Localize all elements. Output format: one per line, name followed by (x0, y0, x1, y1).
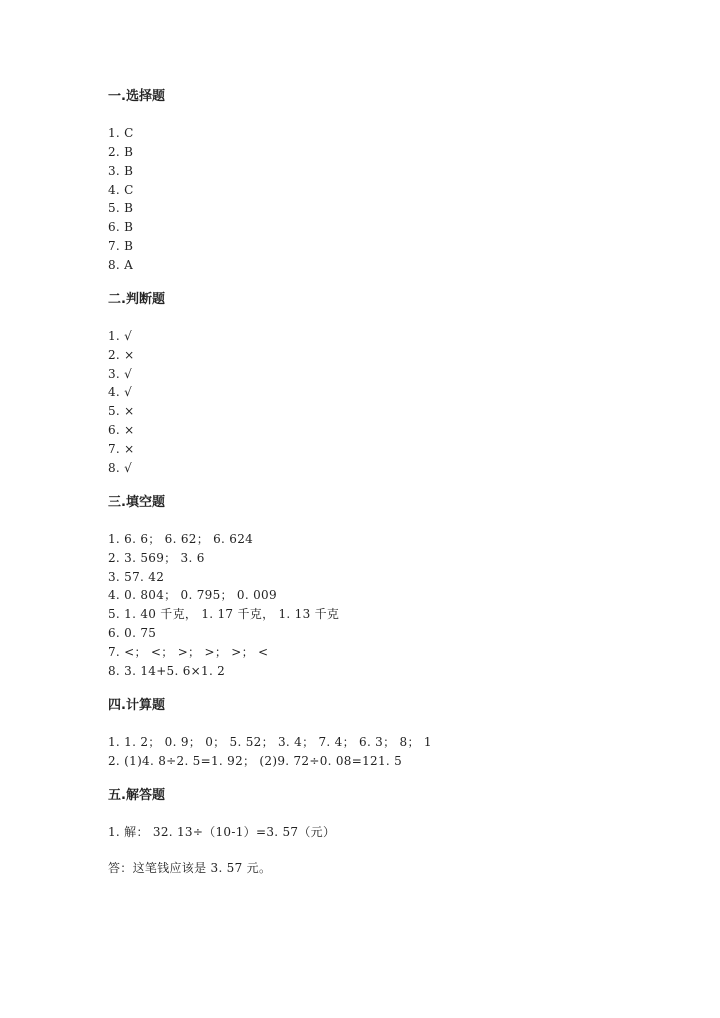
answer-line: 2. (1)4. 8÷2. 5=1. 92； (2)9. 72÷0. 08=121. 5 (108, 754, 403, 768)
answer-line: 5. B (108, 201, 134, 215)
answer-line: 7. <； <； >； >； >； < (108, 645, 269, 659)
answer-line: 3. B (108, 164, 134, 178)
answer-line: 5. 1. 40 千克， 1. 17 千克， 1. 13 千克 (108, 607, 340, 621)
answer-line: 6. B (108, 220, 134, 234)
answer-line: 7. × (108, 442, 135, 456)
answer-line: 4. C (108, 183, 134, 197)
section-title-choice: 一.选择题 (108, 89, 165, 104)
answer-line: 1. 解： 32. 13÷（10-1）=3. 57（元） (108, 825, 336, 839)
answer-line: 6. × (108, 423, 135, 437)
answer-line: 3. 57. 42 (108, 570, 165, 584)
answer-line: 8. 3. 14+5. 6×1. 2 (108, 664, 226, 678)
answer-line: 8. √ (108, 461, 133, 475)
answer-line: 3. √ (108, 367, 133, 381)
answer-line: 1. √ (108, 329, 133, 343)
answer-line: 2. × (108, 348, 135, 362)
answer-line: 2. B (108, 145, 134, 159)
answer-line: 1. 6. 6； 6. 62； 6. 624 (108, 532, 254, 546)
answer-line: 1. 1. 2； 0. 9； 0； 5. 52； 3. 4； 7. 4； 6. 3； 8； 1 (108, 735, 432, 749)
section-title-calc: 四.计算题 (108, 698, 165, 713)
answer-line: 2. 3. 569； 3. 6 (108, 551, 205, 565)
answer-line: 1. C (108, 126, 134, 140)
answer-line: 7. B (108, 239, 134, 253)
section-title-solve: 五.解答题 (108, 788, 165, 803)
answer-line: 答：这笔钱应该是 3. 57 元。 (108, 861, 272, 875)
answer-line: 4. √ (108, 385, 133, 399)
answer-line: 8. A (108, 258, 134, 272)
section-title-judge: 二.判断题 (108, 292, 165, 307)
answer-line: 6. 0. 75 (108, 626, 157, 640)
section-title-fill: 三.填空题 (108, 495, 165, 510)
answer-line: 5. × (108, 404, 135, 418)
answer-line: 4. 0. 804； 0. 795； 0. 009 (108, 588, 277, 602)
